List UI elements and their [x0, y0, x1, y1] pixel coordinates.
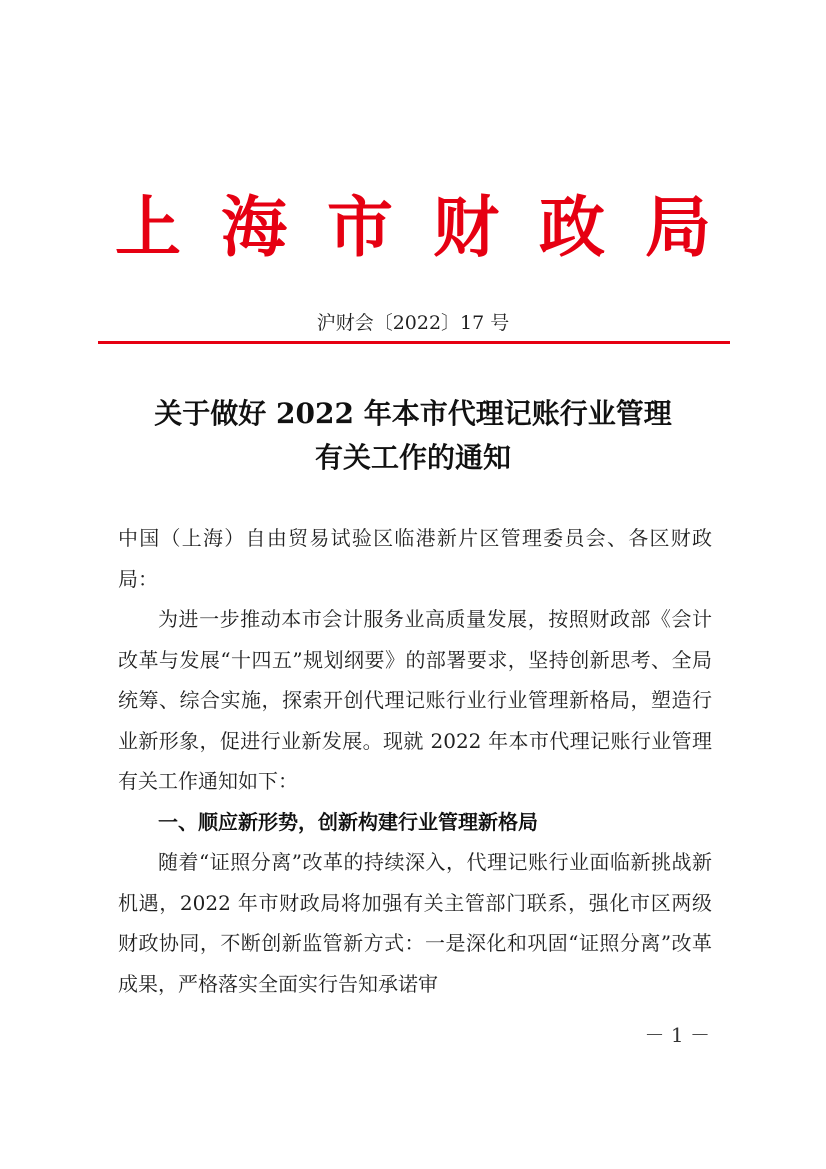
document-title	[0, 392, 826, 480]
document-body	[118, 518, 712, 1004]
intro-paragraph: 为进一步推动本市会计服务业高质量发展，按照财政部《会计改革与发展“十四五”规划纲要》的部署要求，坚持创新思考、全局统筹、综合实施，探索开创代理记账行业行业管理新格局，塑造行业新形象，促进行业新发展。现就 2022 年本市代理记账行业管理有关工作通知如下：	[118, 607, 712, 793]
document-title-line-1: 关于做好 2022 年本市代理记账行业管理	[154, 397, 672, 430]
red-divider-line	[98, 341, 730, 344]
section-1-paragraph: 随着“证照分离”改革的持续深入，代理记账行业面临新挑战新机遇，2022 年市财政局将加强有关主管部门联系，强化市区两级财政协同，不断创新监管新方式：一是深化和巩固“证照分离”改革成果，严格落实全面实行告知承诺审	[118, 850, 712, 996]
page-number: － 1 －	[644, 1023, 710, 1047]
issuing-authority-title: 上海市财政局	[115, 188, 751, 266]
section-heading-1: 一、顺应新形势，创新构建行业管理新格局	[158, 809, 538, 834]
document-number: 沪财会〔2022〕17 号	[316, 312, 510, 334]
document-title-line-2: 有关工作的通知	[314, 441, 511, 474]
addressee-paragraph: 中国（上海）自由贸易试验区临港新片区管理委员会、各区财政局：	[118, 526, 712, 591]
